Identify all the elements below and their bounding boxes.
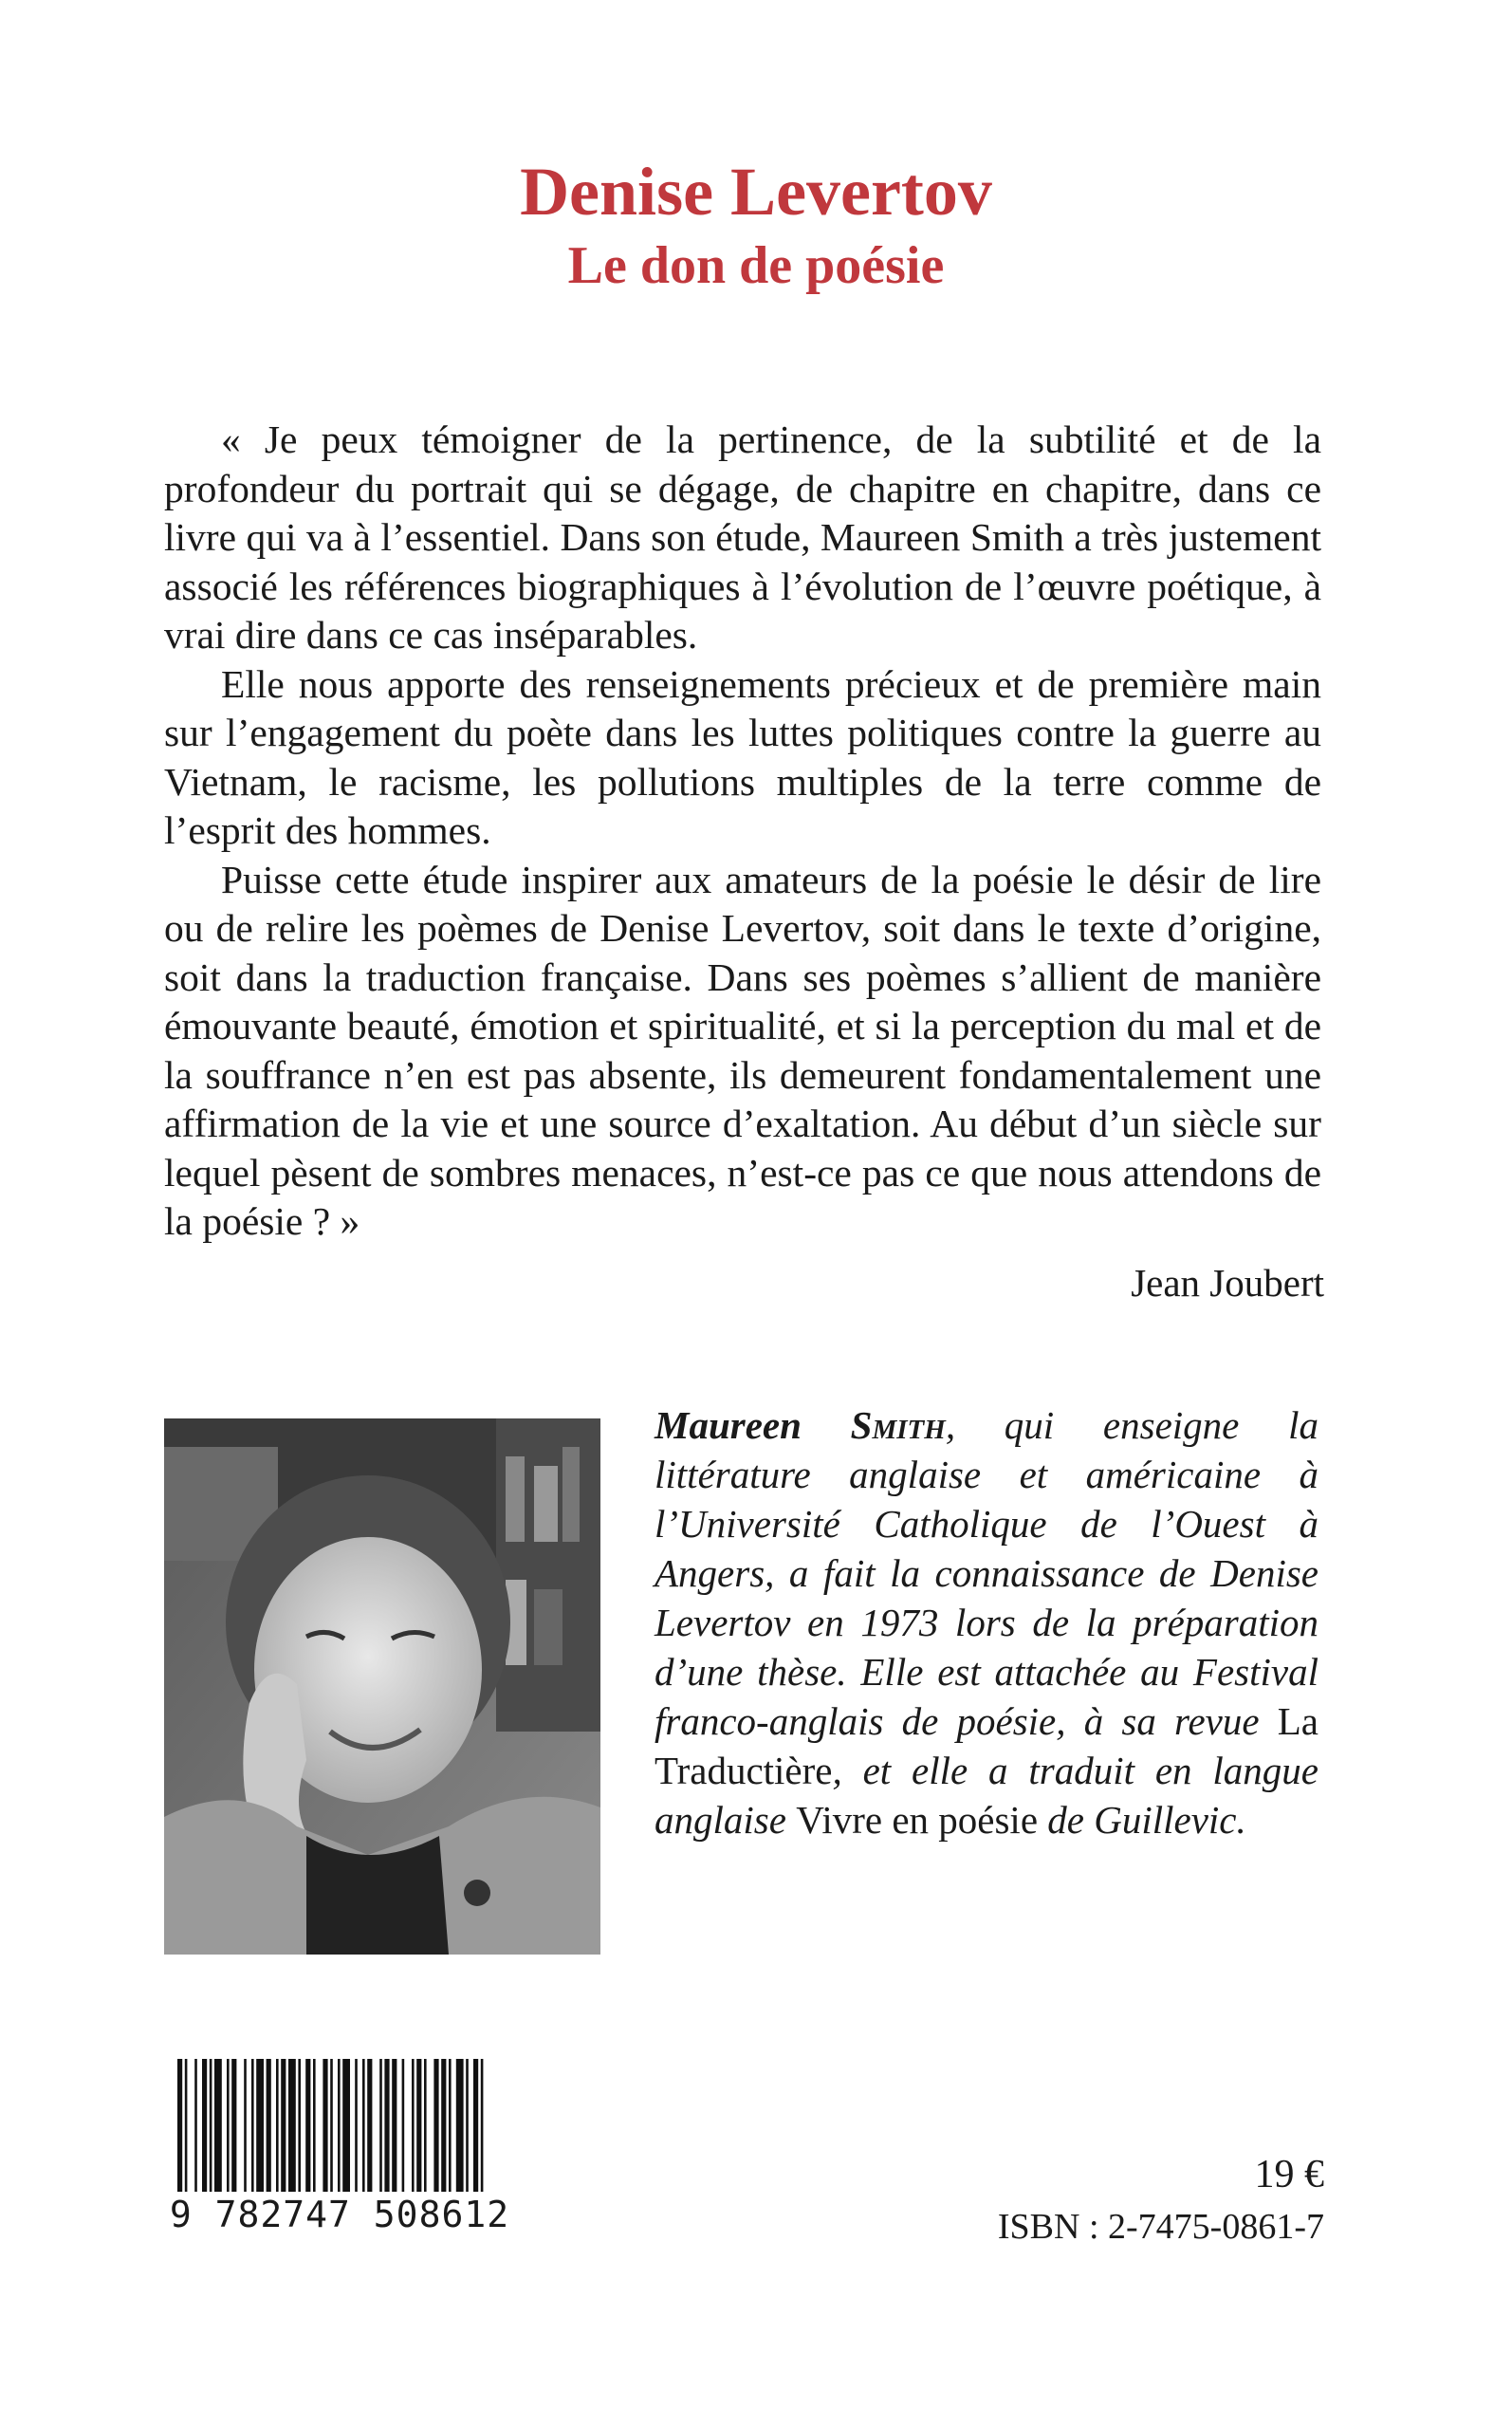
bio-text-2: , et elle a traduit en langue anglaise	[655, 1749, 1318, 1842]
barcode-bar	[276, 2059, 279, 2201]
barcode-bar	[323, 2059, 327, 2201]
bio-book-title: Vivre en poésie	[796, 1798, 1039, 1842]
barcode-bar	[466, 2059, 469, 2201]
barcode-bar	[288, 2059, 296, 2201]
barcode-bar	[214, 2059, 222, 2201]
barcode-bar	[367, 2059, 372, 2201]
barcode-bar	[338, 2059, 341, 2201]
quote-block	[164, 416, 1321, 1247]
author-photo	[164, 1418, 600, 1955]
barcode-bar	[298, 2059, 301, 2201]
barcode-bar	[384, 2059, 389, 2201]
author-bio	[655, 1400, 1318, 1844]
barcode-bar	[433, 2059, 438, 2201]
quote-paragraph-3: Puisse cette étude inspirer aux amateurs de la poésie le désir de lire ou de relire les poèmes de Denise Levertov, soit dans le texte d’origine, soit dans la traduction française. Dans ses poèmes s’allient de manière émouvante beauté, émotion et spiritualité, et si la perception du mal et de la souffrance n’en est pas absente, ils demeurent fondamentalement une affirmation de la vie et une source d’exaltation. Au début d’un siècle sur lequel pèsent de sombres menaces, n’est-ce pas ce que nous attendons de la poésie ? »	[164, 857, 1321, 1243]
barcode-bar	[456, 2059, 464, 2201]
barcode-bar	[210, 2059, 212, 2201]
barcode-bar	[305, 2059, 310, 2201]
barcode-bar	[441, 2059, 446, 2201]
barcode-bar	[481, 2059, 484, 2201]
barcode-bar	[313, 2059, 316, 2201]
barcode-bar	[244, 2059, 247, 2201]
author-portrait-image	[164, 1418, 600, 1955]
author-first-name: Maureen	[655, 1403, 802, 1447]
barcode-bar	[424, 2059, 427, 2201]
barcode-bar	[194, 2059, 197, 2201]
barcode-bar	[227, 2059, 230, 2201]
quote-attribution: Jean Joubert	[1131, 1261, 1324, 1305]
barcode-bar	[202, 2059, 207, 2201]
barcode-bar	[256, 2059, 264, 2201]
barcode-bar	[402, 2059, 405, 2201]
barcode-bar	[362, 2059, 365, 2201]
book-subtitle: Le don de poésie	[567, 236, 945, 295]
bio-journal-title: La Traductière	[655, 1699, 1318, 1792]
author-last-name: Smith	[850, 1403, 946, 1447]
book-title: Denise Levertov	[520, 154, 992, 230]
barcode-bars	[164, 2059, 515, 2201]
barcode-bar	[412, 2059, 415, 2201]
bio-text-1: , qui enseigne la littérature anglaise et américaine à l’Université Catholique de l’Ouest à Angers, a fait la connaissance de Denise Levertov en 1973 lors de la préparation d’une thèse. Elle est attachée au Festival franco-anglais de poésie, à sa revue	[655, 1403, 1318, 1743]
title-block	[0, 152, 1512, 300]
barcode-bar	[342, 2059, 350, 2201]
barcode-bar	[330, 2059, 333, 2201]
barcode-digits: 9 782747 508612	[164, 2192, 515, 2237]
barcode-bar	[231, 2059, 236, 2201]
barcode-bar	[379, 2059, 382, 2201]
barcode-bar	[177, 2059, 182, 2201]
price: 19 €	[1254, 2153, 1324, 2196]
barcode	[164, 2059, 515, 2253]
barcode-bar	[251, 2059, 254, 2201]
barcode-bar	[416, 2059, 421, 2201]
barcode-bar	[392, 2059, 396, 2201]
barcode-bar	[267, 2059, 271, 2201]
bio-text-3: de Guillevic.	[1038, 1798, 1246, 1842]
barcode-bar	[355, 2059, 358, 2201]
barcode-bar	[185, 2059, 188, 2201]
quote-paragraph-2: Elle nous apporte des renseignements précieux et de première main sur l’engagement du poète dans les luttes politiques contre la guerre au Vietnam, le racisme, les pollutions multiples de la terre comme de l’esprit des hommes.	[164, 661, 1321, 852]
isbn: ISBN : 2-7475-0861-7	[997, 2207, 1324, 2247]
barcode-bar	[449, 2059, 452, 2201]
barcode-bar	[473, 2059, 478, 2201]
barcode-bar	[281, 2059, 286, 2201]
quote-paragraph-1: « Je peux témoigner de la pertinence, de la subtilité et de la profondeur du portrait qui se dégage, de chapitre en chapitre, dans ce livre qui va à l’essentiel. Dans son étude, Maureen Smith a très justement associé les références biographiques à l’évolution de l’œuvre poétique, à vrai dire dans ce cas inséparables.	[164, 417, 1321, 657]
